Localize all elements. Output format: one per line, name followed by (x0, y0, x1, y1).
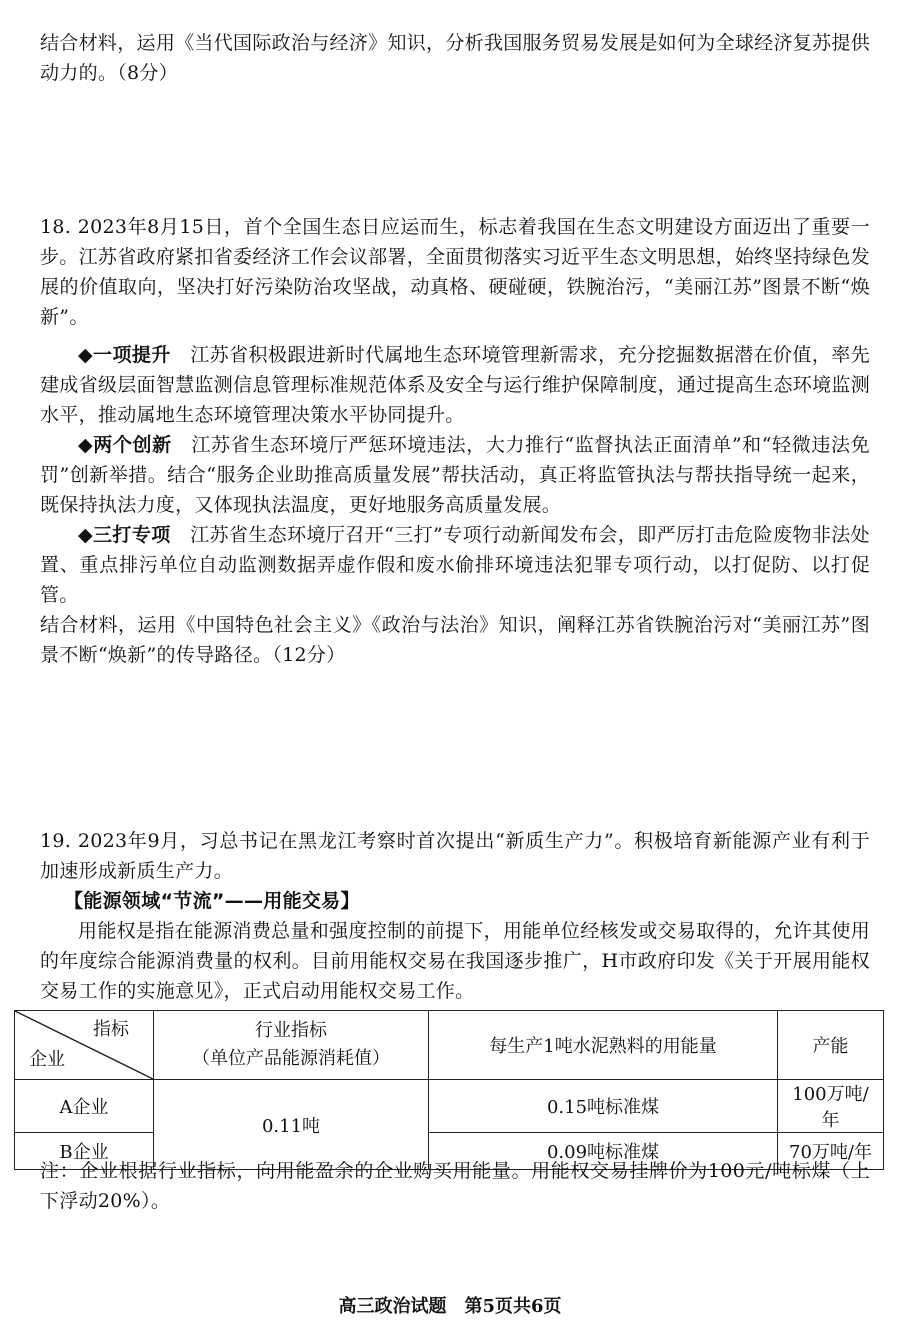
q19-intro: 19. 2023年9月，习总书记在黑龙江考察时首次提出“新质生产力”。积极培育新能源产业有利于加速形成新质生产力。 (40, 830, 870, 882)
q18-item-2-text: 江苏省生态环境厅严惩环境违法，大力推行“监督执法正面清单”和“轻微违法免罚”创新举措。结合“服务企业助推高质量发展”帮扶活动，真正将监管执法与帮扶指导统一起来，既保持执法力度，又体现执法温度，更好地服务高质量发展。 (40, 434, 870, 516)
header-industry-indicator: 行业指标 （单位产品能源消耗值） (154, 1011, 429, 1080)
q18-intro: 18. 2023年8月15日，首个全国生态日应运而生，标志着我国在生态文明建设方面迈出了重要一步。江苏省政府紧扣省委经济工作会议部署，全面贯彻落实习近平生态文明思想，始终坚持绿色发展的价值取向，坚决打好污染防治攻坚战，动真格、硬碰硬，铁腕治污，“美丽江苏”图景不断“焕新”。 (40, 216, 870, 328)
q19-section-title: 【能源领域“节流”——用能交易】 (64, 890, 360, 912)
table-corner-cell (15, 1011, 154, 1080)
q18-item-2 (40, 430, 870, 520)
shared-indicator-value: 0.11吨 (154, 1080, 429, 1170)
q18-item-1 (40, 340, 870, 430)
q18-item-1-heading: 一项提升 (93, 344, 171, 366)
q19-note: 注：企业根据行业指标，向用能盈余的企业购买用能量。用能权交易挂牌价为100元/吨标煤（上下浮动20%）。 (40, 1160, 870, 1212)
q18-item-1-text: 江苏省积极跟进新时代属地生态环境管理新需求，充分挖掘数据潜在价值，率先建成省级层面智慧监测信息管理标准规范体系及安全与运行维护保障制度，通过提高生态环境监测水平，推动属地生态环境管理决策水平协同提升。 (40, 344, 870, 426)
row-b-usage: 0.09吨标准煤 (429, 1133, 778, 1170)
row-a-capacity: 100万吨/年 (778, 1080, 884, 1133)
q18-question: 结合材料，运用《中国特色社会主义》《政治与法治》知识，阐释江苏省铁腕治污对“美丽江苏”图景不断“焕新”的传导路径。（12分） (40, 614, 870, 666)
energy-table (14, 1010, 884, 1170)
q18-item-3-heading: 三打专项 (93, 524, 171, 546)
diamond-icon: ◆ (78, 344, 94, 366)
row-b-capacity: 70万吨/年 (778, 1133, 884, 1170)
corner-top-label: 指标 (93, 1019, 129, 1040)
q18-item-2-heading: 两个创新 (93, 434, 172, 456)
header-capacity: 产能 (778, 1011, 884, 1080)
row-a-usage: 0.15吨标准煤 (429, 1080, 778, 1133)
q17-question-tail: 结合材料，运用《当代国际政治与经济》知识，分析我国服务贸易发展是如何为全球经济复苏提供动力的。（8分） (40, 32, 870, 84)
diamond-icon: ◆ (78, 434, 94, 456)
table-row (15, 1080, 884, 1133)
row-a-name: A企业 (15, 1080, 154, 1133)
page-footer: 高三政治试题 第5页共6页 (338, 1296, 562, 1317)
header-energy-usage: 每生产1吨水泥熟料的用能量 (429, 1011, 778, 1080)
q18-item-3-text: 江苏省生态环境厅召开“三打”专项行动新闻发布会，即严厉打击危险废物非法处置、重点排污单位自动监测数据弄虚作假和废水偷排环境违法犯罪专项行动，以打促防、以打促管。 (40, 524, 870, 606)
row-b-name: B企业 (15, 1133, 154, 1170)
corner-bottom-label: 企业 (29, 1049, 65, 1070)
q19-body: 用能权是指在能源消费总量和强度控制的前提下，用能单位经核发或交易取得的，允许其使用的年度综合能源消费量的权利。目前用能权交易在我国逐步推广，H市政府印发《关于开展用能权交易工作的实施意见》，正式启动用能权交易工作。 (40, 920, 870, 1002)
q18-item-3 (40, 520, 870, 610)
diamond-icon: ◆ (78, 524, 94, 546)
